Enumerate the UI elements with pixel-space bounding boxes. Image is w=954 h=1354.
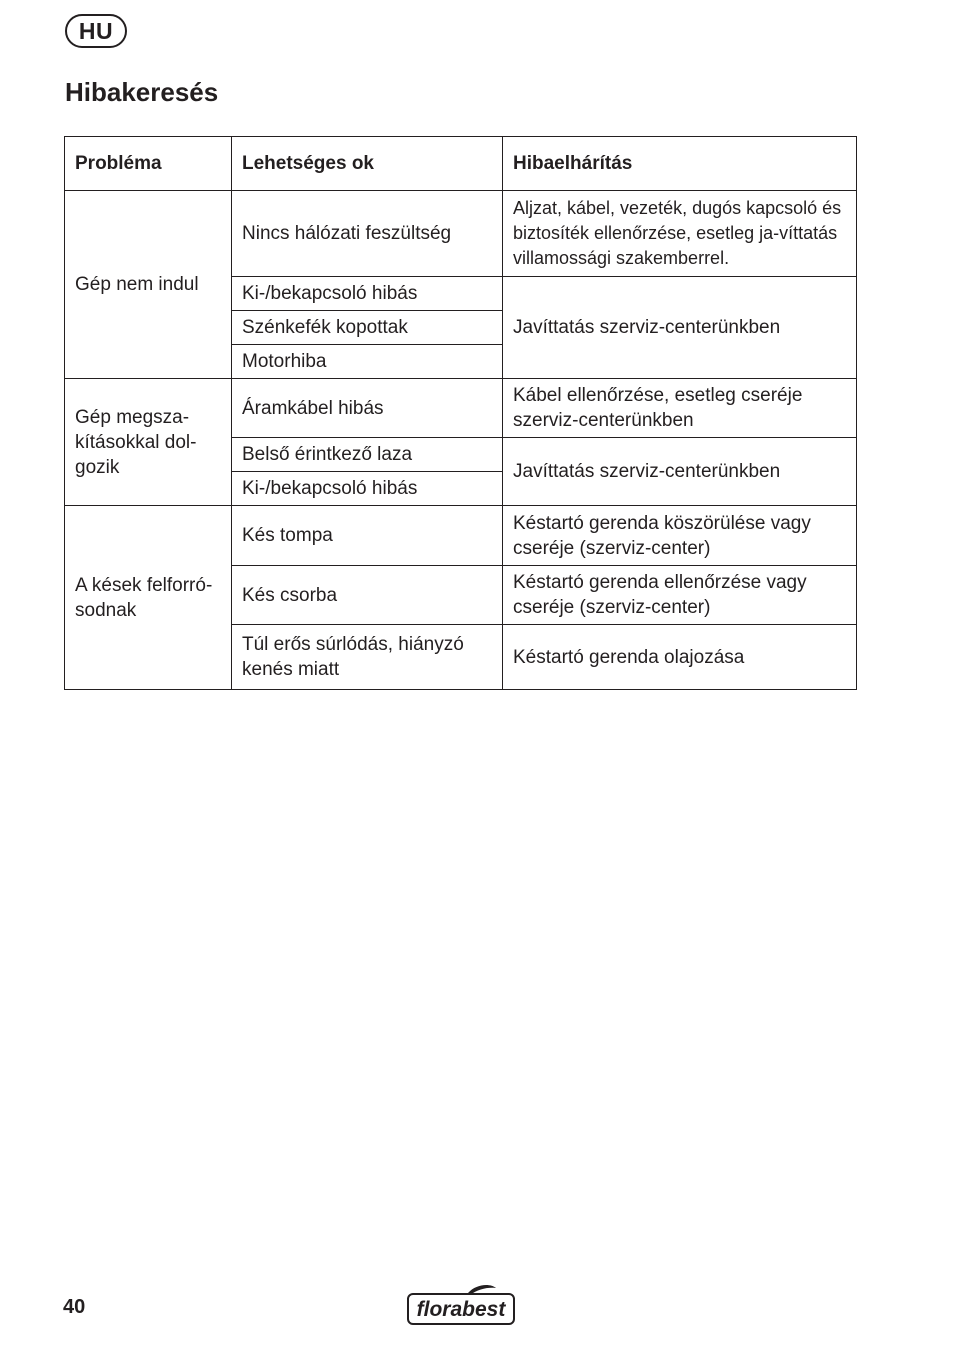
table-header-row — [65, 137, 857, 191]
remedy-cell: Javíttatás szerviz-centerünkben — [503, 277, 857, 379]
remedy-cell: Kábel ellenőrzése, esetleg cseréje szerviz-centerünkben — [503, 379, 857, 438]
cause-cell: Áramkábel hibás — [232, 379, 503, 438]
cause-cell: Túl erős súrlódás, hiányzó kenés miatt — [232, 625, 503, 690]
remedy-cell: Késtartó gerenda köszörülése vagy cseréje (szerviz-center) — [503, 506, 857, 566]
cause-cell: Kés csorba — [232, 566, 503, 625]
page-title: Hibakeresés — [65, 77, 219, 107]
remedy-cell: Javíttatás szerviz-centerünkben — [503, 438, 857, 506]
cause-cell: Nincs hálózati feszültség — [232, 191, 503, 277]
problem-cell: A kések felforró-sodnak — [65, 506, 232, 690]
language-badge: HU — [65, 14, 127, 48]
cause-cell: Szénkefék kopottak — [232, 311, 503, 345]
brand-name: florabest — [416, 1298, 506, 1321]
table-row — [65, 506, 857, 566]
page-number: 40 — [63, 1296, 86, 1318]
cause-cell: Ki-/bekapcsoló hibás — [232, 472, 503, 506]
cause-cell: Belső érintkező laza — [232, 438, 503, 472]
cause-cell: Kés tompa — [232, 506, 503, 566]
remedy-cell: Aljzat, kábel, vezeték, dugós kapcsoló és biztosíték ellenőrzése, esetleg ja-víttatás villamossági szakemberrel. — [503, 191, 857, 277]
remedy-cell: Késtartó gerenda olajozása — [503, 625, 857, 690]
problem-cell: Gép nem indul — [65, 191, 232, 379]
florabest-logo — [406, 1284, 516, 1326]
table-row — [65, 379, 857, 438]
header-cause: Lehetséges ok — [232, 137, 503, 191]
table-row — [65, 191, 857, 277]
cause-cell: Motorhiba — [232, 345, 503, 379]
remedy-cell: Késtartó gerenda ellenőrzése vagy cseréje (szerviz-center) — [503, 566, 857, 625]
header-problem: Probléma — [65, 137, 232, 191]
cause-cell: Ki-/bekapcsoló hibás — [232, 277, 503, 311]
header-remedy: Hibaelhárítás — [503, 137, 857, 191]
troubleshooting-table — [64, 136, 857, 690]
problem-cell: Gép megsza-kításokkal dol-gozik — [65, 379, 232, 506]
